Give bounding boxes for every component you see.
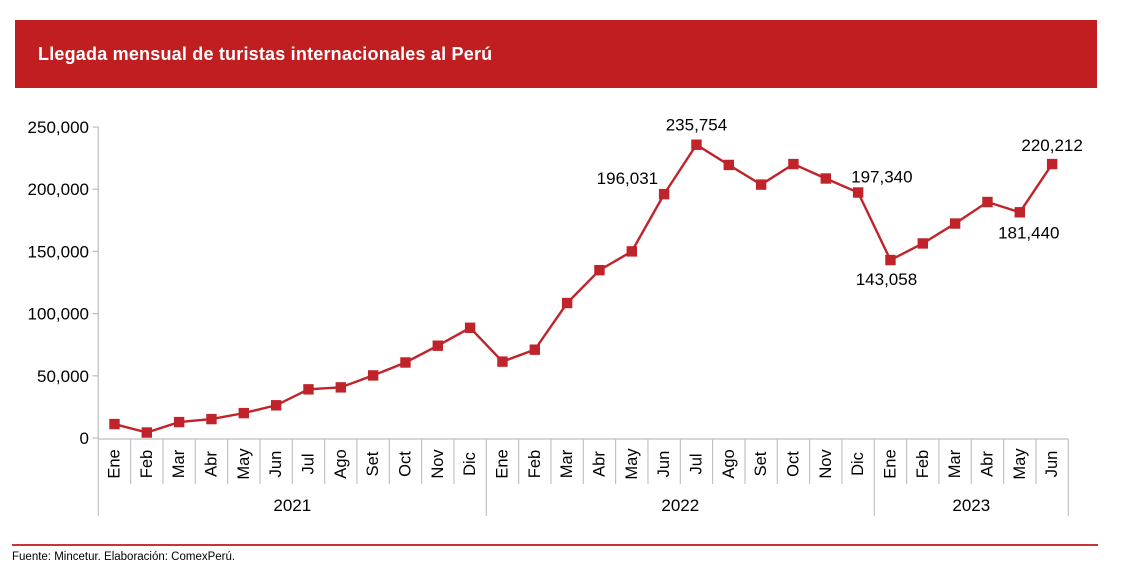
data-point-label: 181,440 <box>998 223 1060 243</box>
data-point-marker <box>433 340 443 350</box>
data-point-marker <box>627 246 637 256</box>
data-point-label: 235,754 <box>665 115 728 135</box>
data-point-marker <box>691 140 701 150</box>
y-axis-label: 0 <box>79 429 89 448</box>
data-point-marker <box>724 160 734 170</box>
data-point-marker <box>400 357 410 367</box>
x-axis-month-label: Ago <box>331 449 350 479</box>
data-point-marker <box>109 419 119 429</box>
x-axis-month-label: Dic <box>849 452 868 476</box>
x-axis-month-label: Mar <box>170 449 189 479</box>
x-axis-month-label: Nov <box>816 449 835 479</box>
data-point-marker <box>142 427 152 437</box>
x-axis-month-label: Set <box>364 451 383 477</box>
data-point-marker <box>885 255 895 265</box>
data-point-marker <box>497 356 507 366</box>
x-axis-month-label: Oct <box>396 451 415 477</box>
x-axis-month-label: May <box>1010 448 1029 480</box>
data-point-marker <box>756 179 766 189</box>
x-axis-month-label: Ene <box>881 449 900 479</box>
data-point-marker <box>982 197 992 207</box>
x-axis-month-label: Abr <box>590 451 609 477</box>
data-point-marker <box>530 344 540 354</box>
x-axis-month-label: Abr <box>202 451 221 477</box>
x-axis-month-label: Set <box>752 451 771 477</box>
data-point-marker <box>853 187 863 197</box>
data-point-label: 196,031 <box>596 169 659 189</box>
x-axis-month-label: Ago <box>719 449 738 479</box>
x-axis-month-label: Mar <box>946 449 965 479</box>
x-axis-month-label: Jun <box>655 450 674 478</box>
x-axis-month-label: Ene <box>493 449 512 479</box>
x-axis-month-label: May <box>622 448 641 480</box>
x-axis-month-label: Nov <box>428 449 447 479</box>
footer-rule <box>12 544 1098 546</box>
data-point-marker <box>206 414 216 424</box>
data-point-marker <box>950 218 960 228</box>
data-point-marker <box>821 173 831 183</box>
chart-title: Llegada mensual de turistas internacionales al Perú <box>38 43 493 64</box>
data-point-label: 143,058 <box>855 270 918 290</box>
x-axis-month-label: Jun <box>1043 450 1062 478</box>
data-point-marker <box>239 408 249 418</box>
x-axis-month-label: Feb <box>913 449 932 479</box>
x-axis-month-label: Jul <box>687 453 706 475</box>
x-axis-year-label: 2022 <box>661 496 700 515</box>
data-point-marker <box>271 400 281 410</box>
data-point-marker <box>1015 207 1025 217</box>
y-axis-label: 100,000 <box>27 304 89 324</box>
x-axis-month-label: Oct <box>784 451 803 477</box>
y-axis-label: 150,000 <box>27 242 89 262</box>
x-axis-month-label: Mar <box>558 449 577 479</box>
data-point-label: 220,212 <box>1021 136 1083 156</box>
data-point-marker <box>562 298 572 308</box>
y-axis-label: 200,000 <box>27 180 89 200</box>
data-point-marker <box>659 189 669 199</box>
x-axis-month-label: May <box>234 448 253 480</box>
x-axis-month-label: Feb <box>137 449 156 479</box>
x-axis-year-label: 2021 <box>273 496 312 515</box>
source-note: Fuente: Mincetur. Elaboración: ComexPerú. <box>12 551 236 563</box>
x-axis-month-label: Jun <box>267 450 286 478</box>
x-axis-year-label: 2023 <box>952 496 991 515</box>
data-point-marker <box>918 238 928 248</box>
x-axis-month-label: Jul <box>299 453 318 475</box>
data-point-marker <box>336 382 346 392</box>
data-point-marker <box>594 265 604 275</box>
x-axis-month-label: Ene <box>105 449 124 479</box>
data-point-marker <box>174 417 184 427</box>
data-point-marker <box>368 370 378 380</box>
x-axis-month-label: Abr <box>978 451 997 477</box>
y-axis-label: 50,000 <box>37 366 89 386</box>
data-point-label: 197,340 <box>851 167 913 187</box>
data-point-marker <box>788 159 798 169</box>
title-bar <box>15 20 1097 88</box>
data-point-marker <box>303 384 313 394</box>
y-axis-label: 250,000 <box>27 118 89 137</box>
data-point-marker <box>1047 159 1057 169</box>
x-axis-month-label: Feb <box>525 449 544 479</box>
data-point-marker <box>465 323 475 333</box>
x-axis-month-label: Dic <box>461 452 480 476</box>
